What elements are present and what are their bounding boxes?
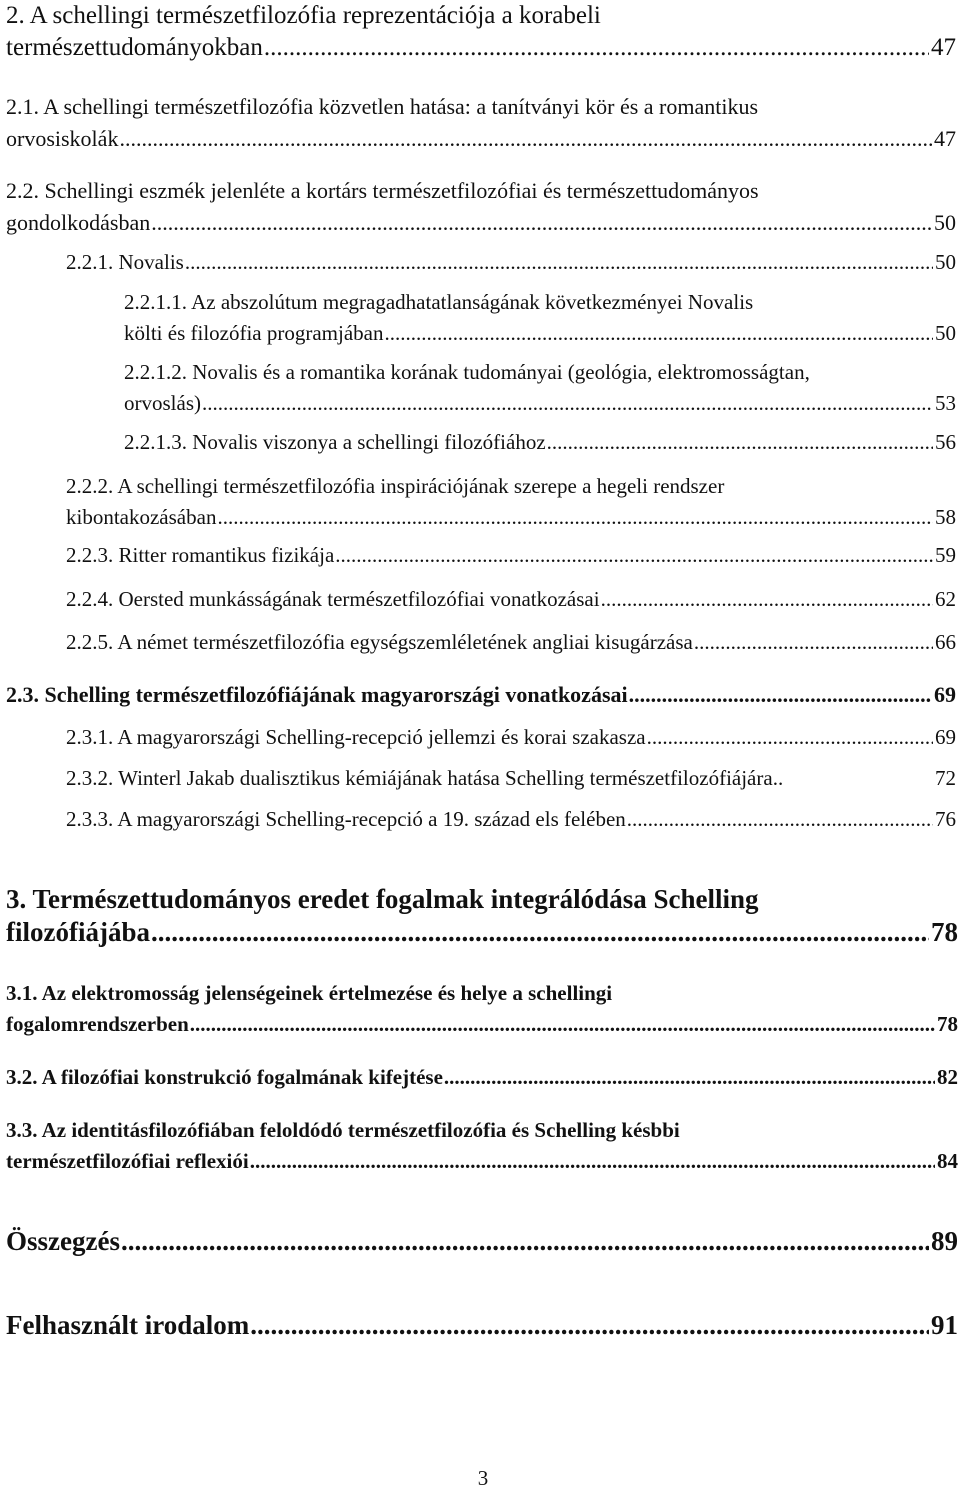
toc-page-number: 59 xyxy=(935,543,956,567)
toc-entry-2-2-1[interactable] xyxy=(66,250,956,275)
toc-entry-text-cont: filozófiájába xyxy=(6,917,150,947)
toc-entry-text: 2.2.1.1. Az abszolútum megragadhatatlanságának következményei Novalis xyxy=(124,290,754,314)
toc-page-number: 56 xyxy=(935,430,956,454)
toc-page-number: 91 xyxy=(931,1310,958,1340)
toc-entry-text: 2.3. Schelling természetfilozófiájának magyarországi vonatkozásai xyxy=(6,682,628,707)
toc-entry-2-2-5[interactable] xyxy=(66,630,956,655)
toc-entry-text: 2.2.5. A német természetfilozófia egységszemléletének angliai kisugárzása xyxy=(66,630,693,654)
toc-entry-text: 2.2.1. Novalis xyxy=(66,250,184,274)
toc-entry-2-2-1-1[interactable] xyxy=(124,290,956,346)
toc-entry-text: 3.1. Az elektromosság jelenségeinek értelmezése és helye a schellingi xyxy=(6,981,613,1005)
page-number: 3 xyxy=(477,1466,489,1490)
toc-page-number: 72 xyxy=(935,766,956,790)
toc-page-number: 62 xyxy=(935,587,956,611)
toc-page-number: 47 xyxy=(931,34,956,61)
toc-page-number: 53 xyxy=(935,391,956,415)
toc-entry-2-2[interactable] xyxy=(6,178,956,236)
toc-entry-text: 3.2. A filozófiai konstrukció fogalmának kifejtése xyxy=(6,1065,443,1089)
toc-entry-3-2[interactable] xyxy=(6,1065,958,1090)
toc-page-number: 78 xyxy=(931,917,958,947)
toc-entry-2-3-3[interactable] xyxy=(66,807,956,832)
toc-page-number: 82 xyxy=(937,1065,958,1089)
toc-entry-text: Összegzés xyxy=(6,1226,120,1256)
toc-entry-2-3-1[interactable] xyxy=(66,725,956,750)
toc-entry-text: 2. A schellingi természetfilozófia reprezentációja a korabeli xyxy=(6,2,601,29)
toc-entry-3[interactable] xyxy=(6,884,958,948)
toc-entry-2[interactable] xyxy=(6,2,956,62)
toc-entry-2-1[interactable] xyxy=(6,94,956,152)
toc-entry-text: 2.1. A schellingi természetfilozófia közvetlen hatása: a tanítványi kör és a romantikus xyxy=(6,94,759,119)
toc-entry-text: Felhasznált irodalom xyxy=(6,1310,250,1340)
toc-entry-text: 2.3.1. A magyarországi Schelling-recepció jellemzi és korai szakasza xyxy=(66,725,646,749)
toc-entry-text-cont: kibontakozásában xyxy=(66,505,217,529)
toc-entry-felhasznalt-irodalom[interactable] xyxy=(6,1310,958,1341)
toc-entry-2-2-4[interactable] xyxy=(66,587,956,612)
toc-page-number: 58 xyxy=(935,505,956,529)
toc-entry-2-3[interactable] xyxy=(6,682,956,708)
toc-page-number: 89 xyxy=(931,1226,958,1256)
toc-entry-3-3[interactable] xyxy=(6,1118,958,1174)
toc-entry-text: 2.2.2. A schellingi természetfilozófia inspirációjának szerepe a hegeli rendszer xyxy=(66,474,725,498)
toc-entry-text-cont: gondolkodásban xyxy=(6,210,151,235)
toc-entry-text-cont: orvosiskolák xyxy=(6,126,119,151)
toc-entry-text: 3. Természettudományos eredet fogalmak integrálódása Schelling xyxy=(6,884,759,914)
toc-page-number: 76 xyxy=(935,807,956,831)
toc-page-number: 47 xyxy=(934,126,956,151)
toc-page-number: 50 xyxy=(934,210,956,235)
toc-entry-text: 2.2.3. Ritter romantikus fizikája xyxy=(66,543,335,567)
toc-entry-text: 2.3.2. Winterl Jakab dualisztikus kémiájának hatása Schelling természetfilozófiájára.. xyxy=(66,766,784,790)
toc-entry-2-2-1-3[interactable] xyxy=(124,430,956,455)
toc-page-number: 69 xyxy=(934,682,956,707)
toc-entry-text: 2.2.1.2. Novalis és a romantika korának tudományai (geológia, elektromosságtan, xyxy=(124,360,810,384)
toc-page-number: 84 xyxy=(937,1149,958,1173)
toc-entry-text: 2.2.1.3. Novalis viszonya a schellingi filozófiához xyxy=(124,430,546,454)
toc-entry-text-cont: természetfilozófiai reflexiói xyxy=(6,1149,249,1173)
toc-entry-2-3-2[interactable] xyxy=(66,766,956,791)
toc-entry-2-2-1-2[interactable] xyxy=(124,360,956,416)
toc-page-number: 69 xyxy=(935,725,956,749)
toc-entry-2-2-2[interactable] xyxy=(66,474,956,530)
toc-entry-text: 2.2. Schellingi eszmék jelenléte a kortárs természetfilozófiai és természettudományos xyxy=(6,178,759,203)
toc-page-number: 66 xyxy=(935,630,956,654)
toc-page-number: 50 xyxy=(935,321,956,345)
toc-entry-text: 2.2.4. Oersted munkásságának természetfilozófiai vonatkozásai xyxy=(66,587,600,611)
toc-page-number: 78 xyxy=(937,1012,958,1036)
toc-entry-text-cont: természettudományokban xyxy=(6,34,263,61)
toc-entry-osszegzes[interactable] xyxy=(6,1226,958,1257)
toc-entry-text: 3.3. Az identitásfilozófiában feloldódó természetfilozófia és Schelling késbbi xyxy=(6,1118,680,1142)
toc-entry-text-cont: orvoslás) xyxy=(124,391,201,415)
toc-page-number: 50 xyxy=(935,250,956,274)
toc-entry-2-2-3[interactable] xyxy=(66,543,956,568)
toc-entry-text: 2.3.3. A magyarországi Schelling-recepció a 19. század els felében xyxy=(66,807,626,831)
toc-entry-3-1[interactable] xyxy=(6,981,958,1037)
toc-entry-text-cont: fogalomrendszerben xyxy=(6,1012,189,1036)
toc-entry-text-cont: költi és filozófia programjában xyxy=(124,321,384,345)
